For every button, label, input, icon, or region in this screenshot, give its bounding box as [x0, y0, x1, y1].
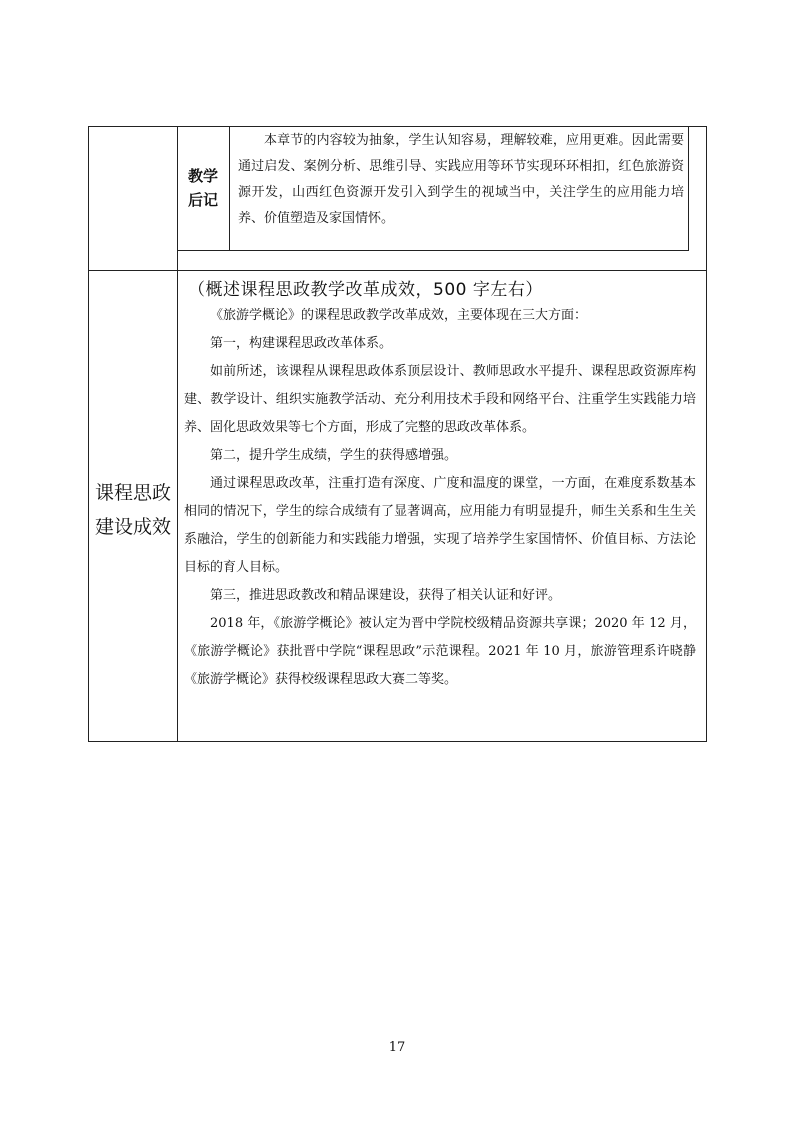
- achievements-label-line1: 课程思政: [94, 482, 171, 504]
- row-divider: [88, 270, 707, 271]
- table-bottom-border: [88, 741, 707, 742]
- page-number: 17: [388, 1040, 406, 1055]
- inner-box-bottom-border: [178, 250, 688, 251]
- achievements-label: [88, 476, 178, 544]
- teaching-notes-label: [178, 164, 228, 212]
- inner-label-border: [229, 126, 230, 251]
- paragraph-point-1: 第一，构建课程思政改革体系。: [210, 336, 393, 351]
- achievements-body: [184, 302, 696, 694]
- teaching-notes-label-line2: 后记: [187, 191, 218, 209]
- teaching-notes-label-line1: 教学: [187, 167, 218, 185]
- label-column-border: [177, 126, 178, 742]
- paragraph-point-2: 第二，提升学生成绩，学生的获得感增强。: [210, 448, 458, 463]
- paragraph-point-3: 第三，推进思政教改和精品课建设，获得了相关认证和好评。: [210, 588, 562, 603]
- paragraph-intro: 《旅游学概论》的课程思政教学改革成效，主要体现在三大方面：: [210, 308, 588, 323]
- paragraph-point-3-detail: 2018 年，《旅游学概论》被认定为晋中学院校级精品资源共享课；2020 年 12 月，《旅游学概论》获批晋中学院“课程思政”示范课程。2021 年 10 月，旅游管理系许晓静《旅游学概论》获得校级课程思政大赛二等奖。: [184, 616, 696, 687]
- paragraph-point-1-detail: 如前所述，该课程从课程思政体系顶层设计、教师思政水平提升、课程思政资源库构建、教学设计、组织实施教学活动、充分利用技术手段和网络平台、注重学生实践能力培养、固化思政效果等七个方面，形成了完整的思政改革体系。: [184, 364, 696, 435]
- table-left-border: [88, 126, 89, 742]
- table-right-border: [706, 126, 707, 742]
- achievements-heading: （概述课程思政教学改革成效，500 字左右）: [188, 280, 543, 300]
- paragraph-point-2-detail: 通过课程思政改革，注重打造有深度、广度和温度的课堂，一方面，在难度系数基本相同的情况下，学生的综合成绩有了显著调高，应用能力有明显提升，师生关系和生生关系融洽，学生的创新能力和实践能力增强，实现了培养学生家国情怀、价值目标、方法论目标的育人目标。: [184, 476, 696, 575]
- achievements-label-line2: 建设成效: [94, 516, 171, 538]
- inner-box-right-border: [688, 126, 689, 251]
- teaching-notes-text: 本章节的内容较为抽象，学生认知容易，理解较难，应用更难。因此需要通过启发、案例分析、思维引导、实践应用等环节实现环环相扣，红色旅游资源开发，山西红色资源开发引入到学生的视域当中，关注学生的应用能力培养、价值塑造及家国情怀。: [238, 133, 684, 226]
- table-top-border: [88, 126, 707, 127]
